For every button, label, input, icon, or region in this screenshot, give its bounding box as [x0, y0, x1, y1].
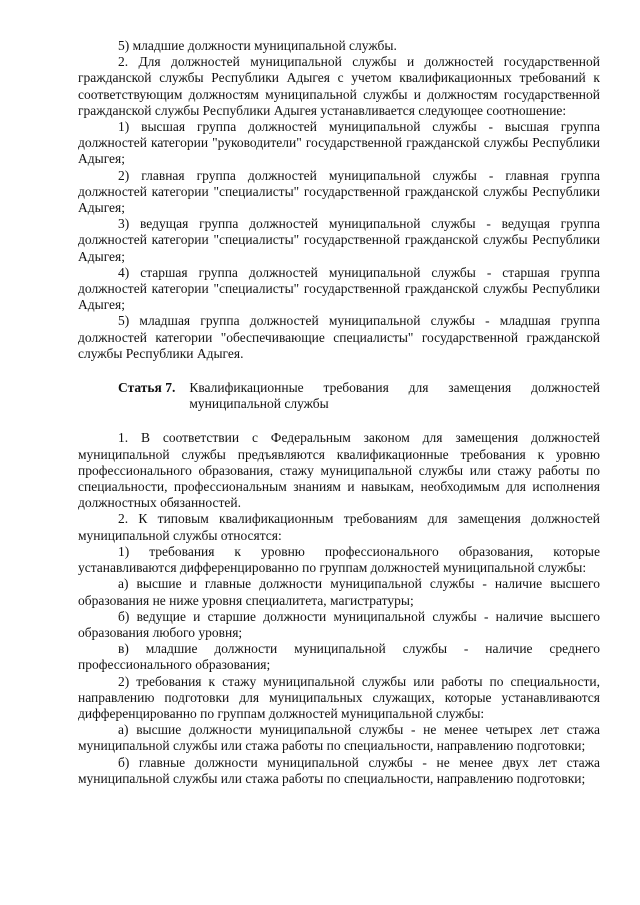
- paragraph: 1) требования к уровню профессионального образования, которые устанавливаются дифференцированно по группам должностей муниципальной службы:: [78, 543, 600, 576]
- document-page: [78, 38, 600, 787]
- paragraph: а) высшие и главные должности муниципальной службы - наличие высшего образования не ниже уровня специалитета, магистратуры;: [78, 576, 600, 608]
- paragraph: 2) требования к стажу муниципальной службы или работы по специальности, направлению подготовки для муниципальных служащих, которые устанавливаются дифференцированно по группам должностей муниципальной службы:: [78, 673, 600, 721]
- paragraph: 3) ведущая группа должностей муниципальной службы - ведущая группа должностей категории "специалисты" государственной гражданской службы Республики Адыгея;: [78, 216, 600, 264]
- article-number: Статья 7.: [118, 380, 176, 396]
- paragraph: 1) высшая группа должностей муниципальной службы - высшая группа должностей категории "руководители" государственной гражданской службы Республики Адыгея;: [78, 119, 600, 167]
- paragraph: 4) старшая группа должностей муниципальной службы - старшая группа должностей категории "специалисты" государственной гражданской службы Республики Адыгея;: [78, 264, 600, 313]
- paragraph: 2. Для должностей муниципальной службы и должностей государственной гражданской службы Республики Адыгея с учетом квалификационных требований к соответствующим должностям муниципальной службы и должностям государственной гражданской службы Республики Адыгея устанавливается следующее соотношение:: [78, 54, 600, 118]
- article-title: Квалификационные требования для замещения должностей муниципальной службы: [189, 380, 600, 412]
- paragraph: 1. В соответствии с Федеральным законом для замещения должностей муниципальной службы предъявляются квалификационные требования к уровню профессионального образования, стажу муниципальной службы или стажу работы по специальности, профессиональным знаниям и навыкам, необходимым для исполнения должностных обязанностей.: [78, 430, 600, 511]
- paragraph: 2. К типовым квалификационным требованиям для замещения должностей муниципальной службы относятся:: [78, 511, 600, 543]
- paragraph: а) высшие должности муниципальной службы - не менее четырех лет стажа муниципальной службы или стажа работы по специальности, направлению подготовки;: [78, 722, 600, 754]
- paragraph: в) младшие должности муниципальной службы - наличие среднего профессионального образования;: [78, 641, 600, 673]
- paragraph: 5) младшие должности муниципальной службы.: [118, 38, 397, 53]
- paragraph: 2) главная группа должностей муниципальной службы - главная группа должностей категории "специалисты" государственной гражданской службы Республики Адыгея;: [78, 167, 600, 216]
- paragraph: б) ведущие и старшие должности муниципальной службы - наличие высшего образования любого уровня;: [78, 608, 600, 640]
- paragraph: 5) младшая группа должностей муниципальной службы - младшая группа должностей категории "обеспечивающие специалисты" государственной гражданской службы Республики Адыгея.: [78, 313, 600, 361]
- article-heading: [78, 380, 600, 412]
- paragraph: б) главные должности муниципальной службы - не менее двух лет стажа муниципальной службы или стажа работы по специальности, направлению подготовки;: [78, 754, 600, 786]
